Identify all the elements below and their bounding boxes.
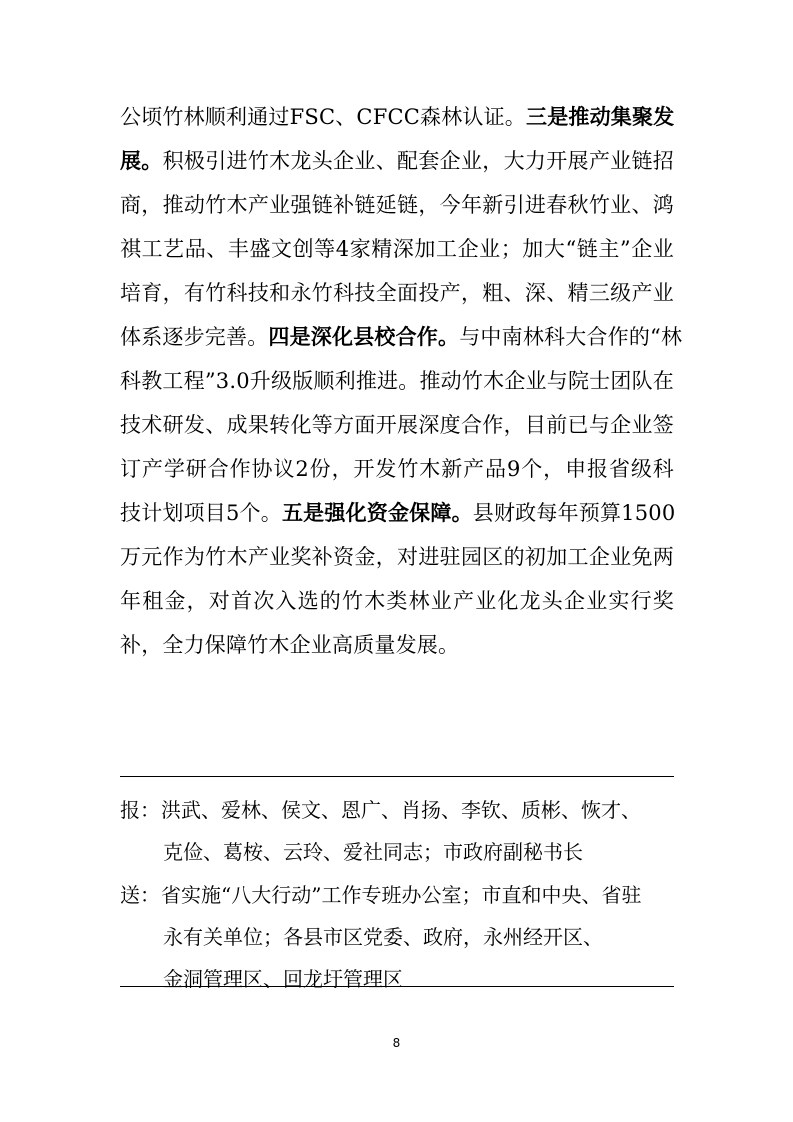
body-line-4: 祺工艺品、丰盛文创等4家精深加工企业；加大“链主”企业 [120, 237, 674, 261]
distribution-top-rule [120, 776, 674, 777]
body-text: 技计划项目5个。 [120, 501, 282, 525]
bold-heading: 四是深化县校合作。 [268, 324, 460, 349]
body-line-8: 技术研发、成果转化等方面开展深度合作，目前已与企业签 [120, 413, 674, 437]
body-text: 与中南林科大合作的“林 [459, 325, 683, 349]
bold-heading: 展。 [120, 148, 163, 173]
body-text: 公顷竹林顺利通过FSC、CFCC森林认证。 [120, 105, 526, 129]
page-number: 8 [392, 1036, 401, 1050]
body-line-2 [120, 147, 674, 175]
send-line-1: 省实施“八大行动”工作专班办公室；市直和中央、省驻 [161, 883, 642, 907]
body-line-9: 订产学研合作协议2份，开发竹木新产品9个，申报省级科 [120, 457, 674, 481]
bold-heading: 五是强化资金保障。 [281, 500, 473, 525]
send-label: 送： [120, 883, 160, 907]
body-line-11: 万元作为竹木产业奖补资金，对进驻园区的初加工企业免两 [120, 545, 674, 569]
body-line-5: 培育，有竹科技和永竹科技全面投产，粗、深、精三级产业 [120, 281, 674, 305]
bold-heading: 三是推动集聚发 [526, 104, 675, 129]
body-text: 积极引进竹木龙头企业、配套企业，大力开展产业链招 [162, 149, 674, 173]
body-line-7: 科教工程”3.0升级版顺利推进。推动竹木企业与院士团队在 [120, 369, 674, 393]
body-line-10 [120, 499, 674, 527]
body-line-13: 补，全力保障竹木企业高质量发展。 [120, 633, 460, 657]
report-label: 报： [120, 798, 160, 822]
distribution-bottom-rule [120, 986, 674, 987]
body-text: 体系逐步完善。 [120, 325, 269, 349]
send-line-3: 金洞管理区、回龙圩管理区 [163, 967, 403, 991]
body-line-6 [120, 323, 683, 351]
report-line-1: 洪武、爱林、侯文、恩广、肖扬、李钦、质彬、恢才、 [161, 798, 641, 822]
body-line-12: 年租金，对首次入选的竹木类林业产业化龙头企业实行奖 [120, 589, 674, 613]
body-line-3: 商，推动竹木产业强链补链延链，今年新引进春秋竹业、鸿 [120, 193, 674, 217]
send-line-2: 永有关单位；各县市区党委、政府，永州经开区、 [163, 925, 603, 949]
body-text: 县财政每年预算1500 [472, 501, 676, 525]
report-line-2: 克俭、葛桉、云玲、爱社同志；市政府副秘书长 [163, 840, 583, 864]
body-line-1 [120, 103, 674, 131]
